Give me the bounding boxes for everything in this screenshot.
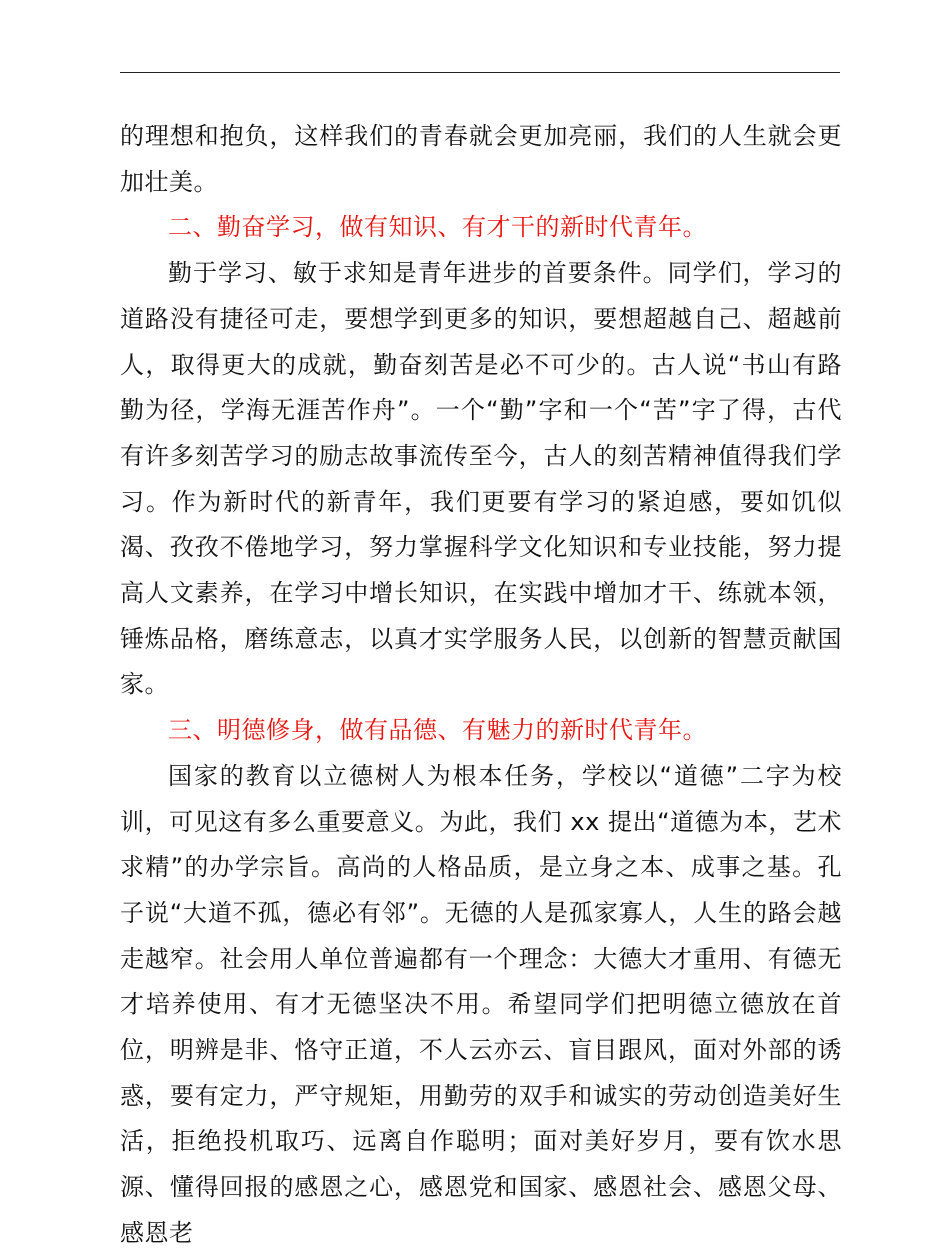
section-heading-2: 二、勤奋学习，做有知识、有才干的新时代青年。 [168,213,707,242]
paragraph-virtue: 国家的教育以立德树人为根本任务，学校以“道德”二字为校训，可见这有多么重要意义。为此，我们 xx 提出“道德为本，艺术求精”的办学宗旨。高尚的人格品质，是立身之本、成事之基。孔子说“大道不孤，德必有邻”。无德的人是孤家寡人，人生的路会越走越窄。社会用人单位普遍都有一个理念：大德大才重用、有德无才培养使用、有才无德坚决不用。希望同学们把明德立德放在首位，明辨是非、恪守正道，不人云亦云、盲目跟风，面对外部的诱惑，要有定力，严守规矩，用勤劳的双手和诚实的劳动创造美好生活，拒绝投机取巧、远离自作聪明；面对美好岁月，要有饮水思源、懂得回报的感恩之心，感恩党和国家、感恩社会、感恩父母、感恩老 [120,761,842,1247]
paragraph-continued: 的理想和抱负，这样我们的青春就会更加亮丽，我们的人生就会更加壮美。 [120,122,842,196]
header-rule [120,72,840,73]
paragraph-study: 勤于学习、敏于求知是青年进步的首要条件。同学们，学习的道路没有捷径可走，要想学到更多的知识，要想超越自己、超越前人，取得更大的成就，勤奋刻苦是必不可少的。古人说“书山有路勤为径，学海无涯苦作舟”。一个“勤”字和一个“苦”字了得，古代有许多刻苦学习的励志故事流传至今，古人的刻苦精神值得我们学习。作为新时代的新青年，我们更要有学习的紧迫感，要如饥似渴、孜孜不倦地学习，努力掌握科学文化知识和专业技能，努力提高人文素养，在学习中增长知识，在实践中增加才干、练就本领，锤炼品格，磨练意志，以真才实学服务人民，以创新的智慧贡献国家。 [120,259,842,699]
document-body [120,114,842,1257]
section-heading-3: 三、明德修身，做有品德、有魅力的新时代青年。 [168,716,707,745]
